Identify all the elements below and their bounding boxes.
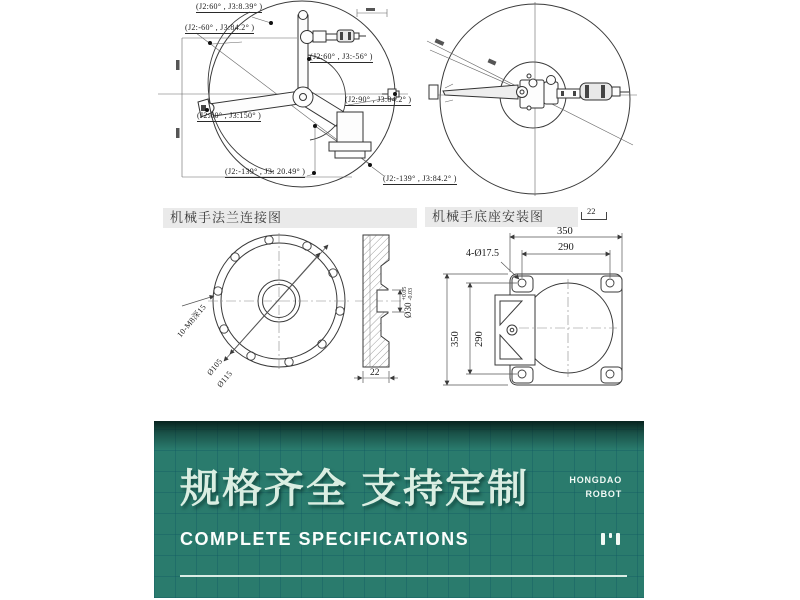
joint-annotation: (J2:60° , J3:8.39° ) bbox=[196, 2, 263, 11]
base-width-label: 350 bbox=[557, 226, 573, 237]
logo-tick bbox=[609, 533, 612, 538]
base-height-label: 350 bbox=[450, 331, 461, 347]
logo-bar bbox=[616, 533, 620, 545]
base-bolt-span-w-label: 290 bbox=[558, 242, 574, 253]
base-plate-thickness: 22 bbox=[581, 212, 607, 220]
banner-divider bbox=[180, 575, 627, 577]
flange-bore-label: Ø30 +0.05 -0.03 bbox=[402, 286, 415, 318]
brand-line1: HONGDAO bbox=[569, 475, 622, 485]
top-view-drawing bbox=[425, 0, 655, 200]
joint-annotation: (J2:60° , J3:-56° ) bbox=[310, 52, 373, 61]
joint-annotation: (J2:-139° , J3:84.2° ) bbox=[383, 174, 457, 183]
flange-title: 机械手法兰连接图 bbox=[163, 208, 417, 228]
flange-thickness-label: 22 bbox=[370, 368, 380, 378]
banner-headline: 规格齐全 支持定制 bbox=[180, 467, 530, 511]
banner-subheadline: COMPLETE SPECIFICATIONS bbox=[180, 529, 470, 549]
flange-dia115-label: Ø115 bbox=[215, 369, 235, 390]
flange-dia105-label: Ø105 bbox=[205, 356, 225, 378]
joint-annotation: (J2:90° , J3:84.2° ) bbox=[345, 95, 412, 104]
base-holes-label: 4-Ø17.5 bbox=[466, 248, 500, 259]
joint-annotation: (J2:-60° , J3:84.2° ) bbox=[185, 23, 255, 32]
joint-annotation: (J2:60° , J3:150° ) bbox=[197, 111, 262, 120]
brand-logo-icon bbox=[601, 533, 620, 545]
brand-line2: ROBOT bbox=[585, 489, 622, 500]
base-drawing bbox=[425, 226, 655, 408]
promo-banner bbox=[154, 421, 644, 598]
flange-bolt-spec-label: 10-M8深15 bbox=[175, 302, 208, 340]
brand-name bbox=[569, 473, 622, 502]
base-bolt-span-h-label: 290 bbox=[474, 331, 485, 347]
joint-annotation: (J2:-139° , J3: 20.49° ) bbox=[225, 167, 306, 176]
logo-bar bbox=[601, 533, 605, 545]
banner-top-shadow bbox=[154, 421, 644, 451]
base-title: 机械手底座安装图 bbox=[425, 207, 578, 227]
